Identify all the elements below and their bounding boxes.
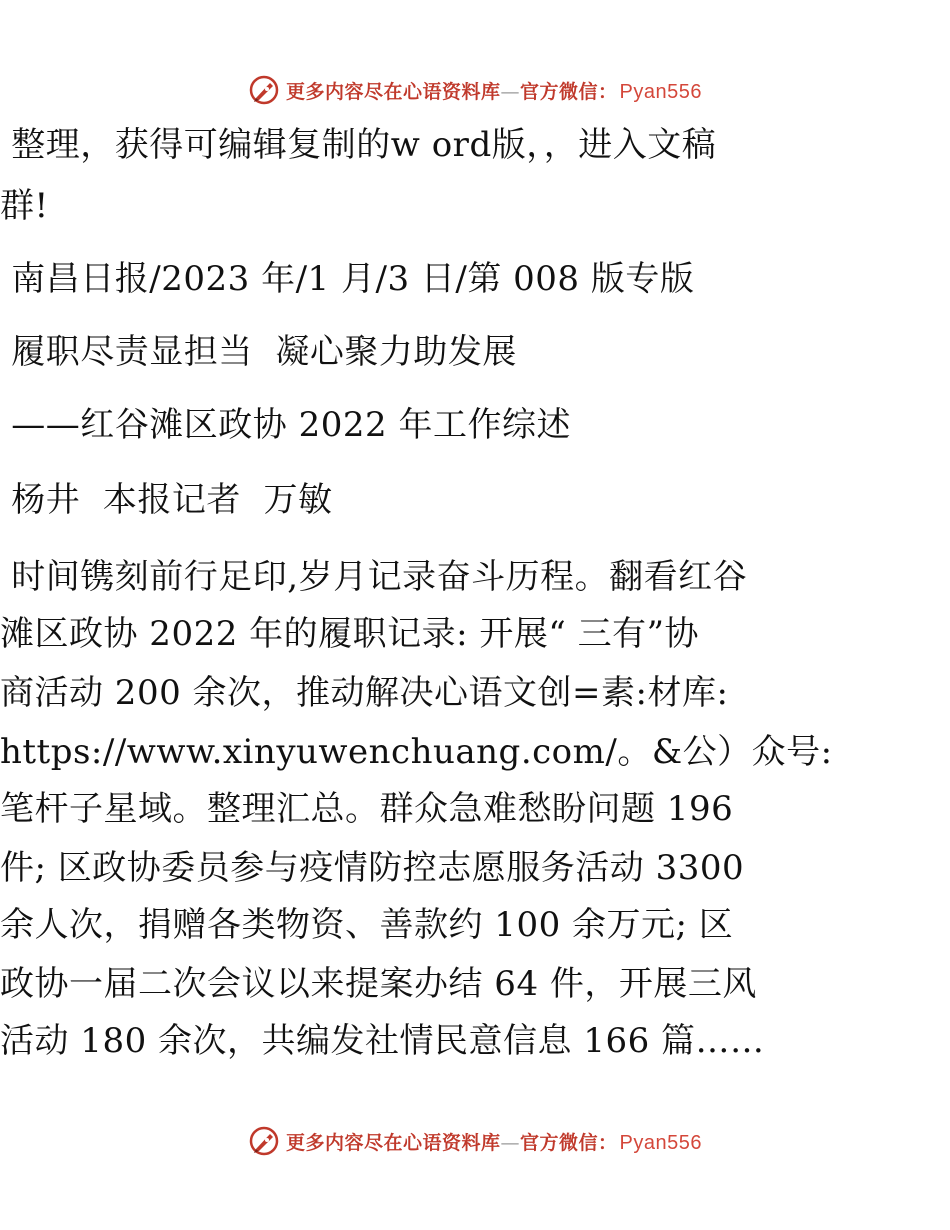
text-line: 滩区政协 2022 年的履职记录: 开展“ 三有”协 (0, 614, 699, 654)
article-title: 履职尽责显担当 凝心聚力助发展 (0, 332, 517, 372)
text-line: 群! (0, 186, 49, 226)
byline: 杨井 本报记者 万敏 (0, 480, 333, 520)
text-line: 余人次，捐赠各类物资、善款约 100 余万元; 区 (0, 905, 734, 945)
watermark-dash: — (500, 80, 521, 103)
article-subtitle: ——红谷滩区政协 2022 年工作综述 (0, 405, 571, 445)
text-line: 商活动 200 余次，推动解决心语文创=素:材库: (0, 673, 729, 713)
watermark-dash: — (500, 1131, 521, 1154)
footer-watermark (0, 1121, 950, 1161)
pen-logo-icon (248, 74, 280, 106)
watermark-official-label: 官方微信： (520, 80, 618, 103)
text-line: 政协一届二次会议以来提案办结 64 件，开展三风 (0, 964, 757, 1004)
text-line: 件; 区政协委员参与疫情防控志愿服务活动 3300 (0, 848, 745, 888)
header-watermark (0, 70, 950, 110)
watermark-text (286, 1128, 702, 1155)
text-line: 时间镌刻前行足印,岁月记录奋斗历程。翻看红谷 (0, 557, 748, 597)
text-line: 活动 180 余次，共编发社情民意信息 166 篇…… (0, 1021, 765, 1061)
text-line: 笔杆子星域。整理汇总。群众急难愁盼问题 196 (0, 789, 734, 829)
watermark-main-text: 更多内容尽在心语资料库 (286, 1131, 501, 1154)
pen-logo-icon (248, 1125, 280, 1157)
text-line: https://www.xinyuwenchuang.com/。&公）众号: (0, 732, 833, 772)
watermark-wechat-id: Pyan556 (619, 1131, 702, 1154)
publication-info-line: 南昌日报/2023 年/1 月/3 日/第 008 版专版 (0, 259, 695, 299)
watermark-wechat-id: Pyan556 (619, 80, 702, 103)
watermark-text (286, 77, 702, 104)
watermark-main-text: 更多内容尽在心语资料库 (286, 80, 501, 103)
text-line: 整理，获得可编辑复制的w ord版，，进入文稿 (0, 125, 717, 165)
watermark-official-label: 官方微信： (520, 1131, 618, 1154)
